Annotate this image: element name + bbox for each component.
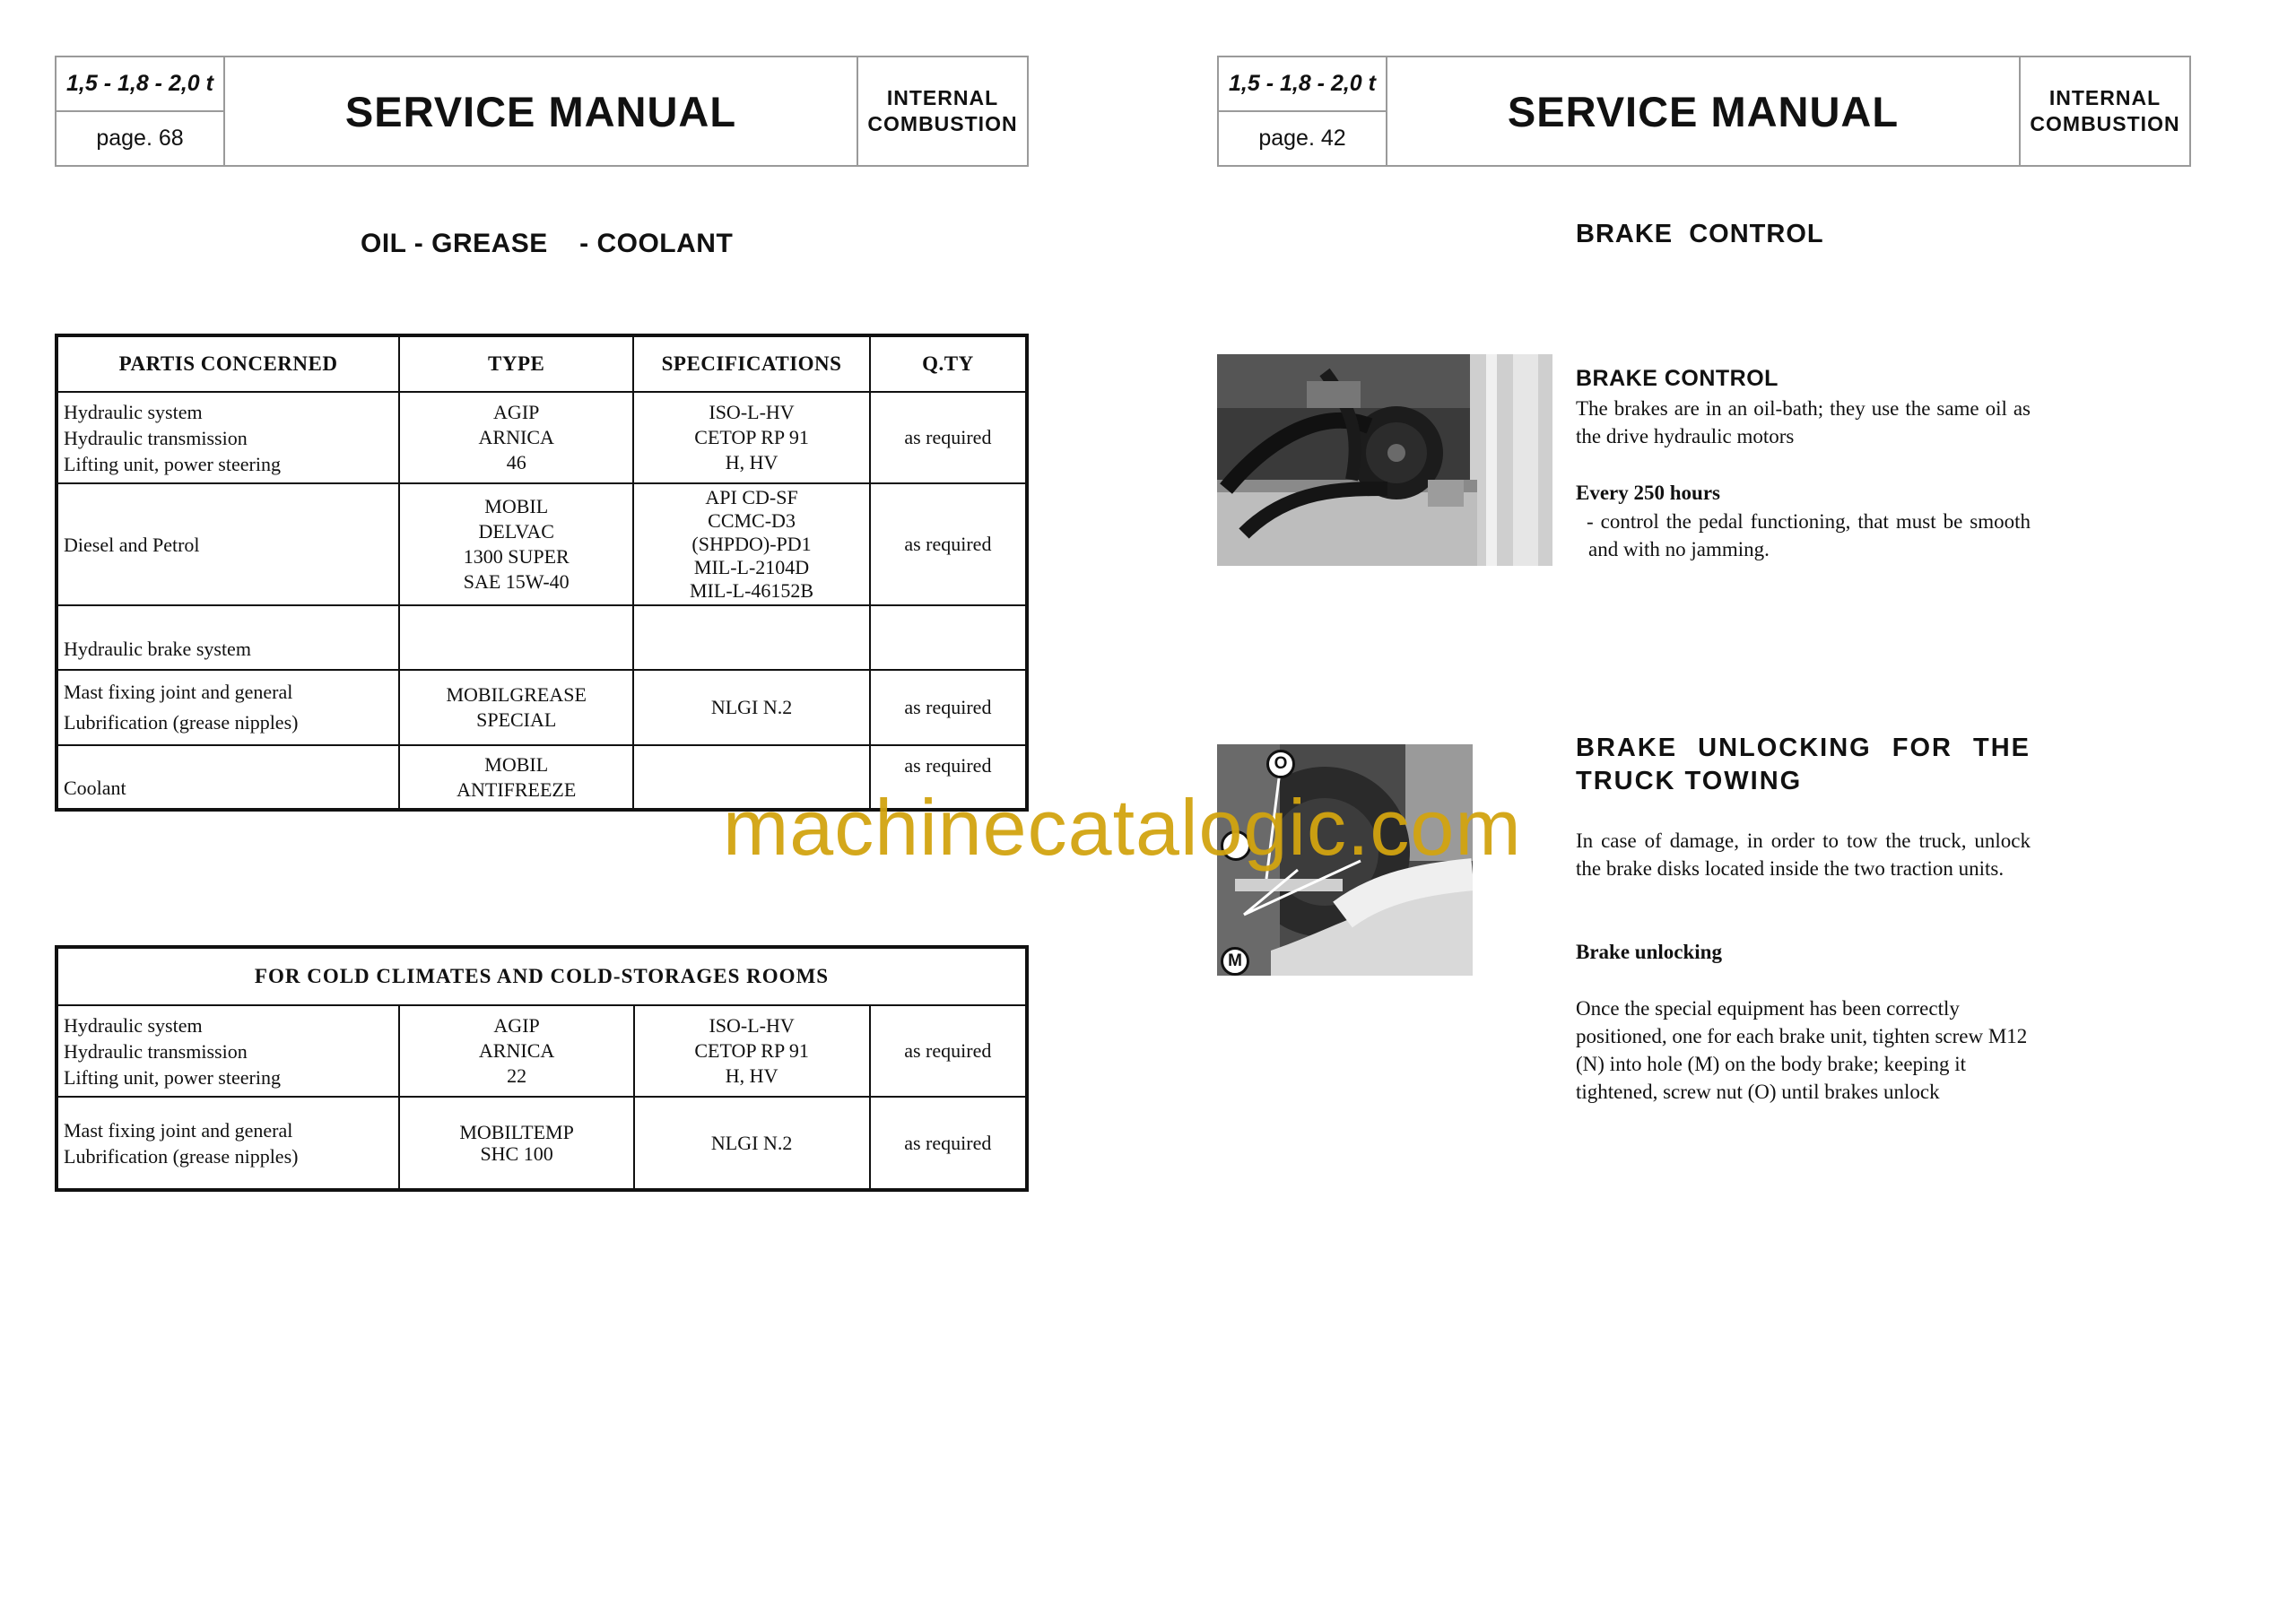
- table-cell: MOBIL DELVAC 1300 SUPER SAE 15W-40: [399, 483, 633, 605]
- interval-label: Every 250 hours: [1576, 482, 1720, 504]
- table-cell: NLGI N.2: [633, 670, 870, 745]
- table-cell: Hydraulic system Hydraulic transmission Lifting unit, power steering: [57, 392, 399, 483]
- table-row: [57, 1097, 1027, 1190]
- table-cell: as required: [870, 1005, 1027, 1097]
- table-cell: NLGI N.2: [634, 1097, 870, 1190]
- watermark: machinecatalogic.com: [723, 783, 1522, 872]
- table-cell: [870, 605, 1027, 670]
- column-header: PARTIS CONCERNED: [57, 335, 399, 392]
- column-header: TYPE: [399, 335, 633, 392]
- table-cell: MOBIL ANTIFREEZE: [399, 745, 633, 810]
- brake-unlocking-heading: BRAKE UNLOCKING FOR THE TRUCK TOWING: [1576, 734, 2031, 795]
- table-cell: Mast fixing joint and general Lubrification (grease nipples): [57, 1097, 399, 1190]
- section-title-oil-grease-coolant: OIL - GREASE - COOLANT: [361, 229, 734, 258]
- brake-control-heading: BRAKE CONTROL: [1576, 366, 1779, 391]
- table-cell: Hydraulic system Hydraulic transmission Lifting unit, power steering: [57, 1005, 399, 1097]
- brake-unlocking-body: In case of damage, in order to tow the truck, unlock the brake disks located inside the two traction units.: [1576, 829, 2031, 880]
- table-cell: Diesel and Petrol: [57, 483, 399, 605]
- table-cell: API CD-SF CCMC-D3 (SHPDO)-PD1 MIL-L-2104D MIL-L-46152B: [633, 483, 870, 605]
- table-cell: as required: [870, 745, 1027, 810]
- column-header: Q.TY: [870, 335, 1027, 392]
- table-cell: Hydraulic brake system: [57, 605, 399, 670]
- table-cell: [399, 605, 633, 670]
- table-cell: [633, 605, 870, 670]
- table-cell: AGIP ARNICA 22: [399, 1005, 633, 1097]
- table-title: FOR COLD CLIMATES AND COLD-STORAGES ROOMS: [57, 947, 1027, 1005]
- table-cell: Mast fixing joint and general Lubrification (grease nipples): [57, 670, 399, 745]
- brake-control-photo: [1217, 354, 1552, 566]
- engine-type: INTERNAL COMBUSTION: [2019, 57, 2189, 165]
- table-row: [57, 392, 1027, 483]
- page-number: page. 68: [57, 112, 225, 165]
- table-cell: AGIP ARNICA 46: [399, 392, 633, 483]
- table-cell: as required: [870, 392, 1027, 483]
- table-cell: ISO-L-HV CETOP RP 91 H, HV: [634, 1005, 870, 1097]
- table-row: [57, 670, 1027, 745]
- table-cell: MOBILGREASE SPECIAL: [399, 670, 633, 745]
- table-cell: Coolant: [57, 745, 399, 810]
- lubricants-table: [55, 334, 1029, 812]
- page-header: [1217, 56, 2191, 167]
- brake-unlocking-procedure: Once the special equipment has been correctly positioned, one for each brake unit, tighten screw M12 (N) into hole (M) on the body brake; keeping it tightened, screw nut (O) until brakes unlock: [1576, 997, 2028, 1103]
- model-range: 1,5 - 1,8 - 2,0 t: [1219, 57, 1387, 112]
- table-cell: ISO-L-HV CETOP RP 91 H, HV: [633, 392, 870, 483]
- page-number: page. 42: [1219, 112, 1387, 165]
- callout-m: M: [1221, 947, 1249, 976]
- engine-type: INTERNAL COMBUSTION: [857, 57, 1027, 165]
- page-header: [55, 56, 1029, 167]
- manual-title: SERVICE MANUAL: [344, 87, 737, 135]
- table-cell: as required: [870, 670, 1027, 745]
- brake-control-body: The brakes are in an oil-bath; they use the same oil as the drive hydraulic motors: [1576, 397, 2031, 447]
- section-title-brake-control: BRAKE CONTROL: [1576, 220, 1824, 248]
- table-header-row: [57, 947, 1027, 1005]
- inspection-item: - control the pedal functioning, that must be smooth and with no jamming.: [1587, 510, 2031, 560]
- table-cell: as required: [870, 1097, 1027, 1190]
- brake-unlocking-subheading: Brake unlocking: [1576, 941, 1722, 963]
- table-row: [57, 605, 1027, 670]
- table-cell: as required: [870, 483, 1027, 605]
- manual-title: SERVICE MANUAL: [1507, 87, 1900, 135]
- model-range: 1,5 - 1,8 - 2,0 t: [57, 57, 225, 112]
- table-cell: MOBILTEMP SHC 100: [399, 1097, 633, 1190]
- column-header: SPECIFICATIONS: [633, 335, 870, 392]
- cold-climates-table: [55, 945, 1029, 1192]
- table-row: [57, 483, 1027, 605]
- callout-o: O: [1266, 750, 1295, 778]
- table-row: [57, 1005, 1027, 1097]
- brake-control-photo-drawing: [1217, 354, 1552, 566]
- table-header-row: [57, 335, 1027, 392]
